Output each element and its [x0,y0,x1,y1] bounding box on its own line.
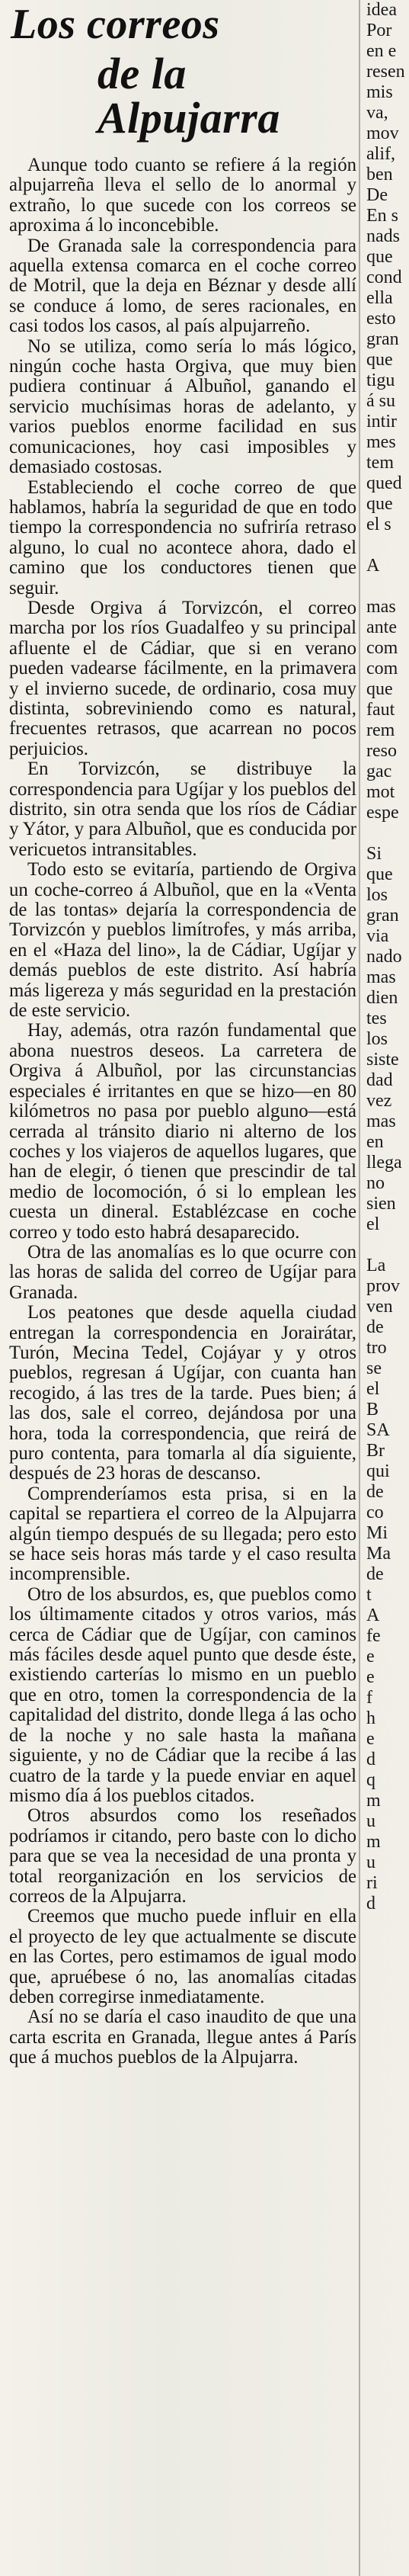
headline-line-1: Los correos [11,1,220,48]
paragraph: No se utiliza, como sería lo más lógico, ningún coche hasta Orgiva, que muy bien pudiera continuar á Albuñol, ganando el servicio muchísimas horas de adelanto, y varios pueblos enorme facilidad en sus comunicaciones, hoy casi imposibles y demasiado costosas. [9,335,356,478]
paragraph: Aunque todo cuanto se refiere á la región alpujarreña lleva el sello de lo anormal y extraño, lo que sucede con los correos se aproxima á lo inconcebible. [9,155,356,236]
paragraph: Estableciendo el coche correo de que hablamos, habría la seguridad de que en todo tiempo la correspondencia no sufriría retraso alguno, lo cual no acontece ahora, dado el camino que los conductores tienen que seguir. [9,476,356,598]
paragraph: De Granada sale la correspondencia para aquella extensa comarca en el coche correo de Motril, que la deja en Béznar y desde allí se conduce á lomo, de seres racionales, en casi todos los casos, al país alpujarreño. [9,235,356,337]
adjacent-column [364,0,409,2576]
adjacent-column-text: idea Por en e resen mis va, mov alif, ben De En s nads que cond ella esto gran que tigu á su intir mes tem qued que el s A mas ante com com que faut rem reso gac mot espe Si que los gran via nado mas dien tes los siste dad vez mas en llega no sien el La prov ven de tro se el B SA Br qui de co Mi Ma de t A fe e e f h e d q m u m u ri d [366,0,405,1914]
article-column [9,0,356,2576]
paragraph: Hay, además, otra razón fundamental que abona nuestros deseos. La carretera de Orgiva á Albuñol, por las circunstancias especiales é irritantes en que se hizo—en 80 kilómetros no pasa por pueblo alguno—está cerrada al tránsito diario ni alterno de los coches y los viajeros de aquellos lugares, que han de elegir, ó tienen que prescindir de tal medio de locomoción, ó si lo emplean les cuesta un dineral. Establézcase en coche correo y todo esto habrá desaparecido. [9,1020,356,1243]
paragraph: Comprenderíamos esta prisa, si en la capital se repartiera el correo de la Alpujarra algún tiempo después de su llegada; pero esto se hace seis horas más tarde y el caso resulta incomprensible. [9,1483,356,1585]
paragraph: Otra de las anomalías es lo que ocurre con las horas de salida del correo de Ugíjar para Granada. [9,1241,356,1303]
article-body [9,156,356,2068]
paragraph: Desde Orgiva á Torvizcón, el correo marcha por los ríos Guadalfeo y su principal afluente el de Cádiar, que si en verano pueden vadearse fácilmente, en la primavera y el invierno sucede, de ordinario, cosa muy distinta, sobreviniendo como es natural, frecuentes retrasos, que acarrean no pocos perjuicios. [9,597,356,759]
paragraph: En Torvizcón, se distribuye la correspondencia para Ugíjar y los pueblos del distrito, sin otra senda que los ríos de Cádiar y Yátor, y para Albuñol, que es conducida por vericuetos intransitables. [9,759,356,860]
headline-line-2: de la Alpujarra [97,49,280,143]
column-divider [359,0,360,2576]
paragraph: Creemos que mucho puede influir en ella el proyecto de ley que actualmente se discute en las Cortes, pero estimamos de igual modo que, apruébese ó no, las anomalías citadas deben corregirse inmediatamente. [9,1906,356,2007]
paragraph: Otros absurdos como los reseñados podríamos ir citando, pero baste con lo dicho para que se vea la necesidad de una pronta y total reorganización en los servicios de correos de la Alpujarra. [9,1805,356,1907]
paragraph: Otro de los absurdos, es, que pueblos como los últimamente citados y otros varios, más cerca de Cádiar que de Ugíjar, con caminos más fáciles desde aquel punto que desde éste, existiendo carterías lo mismo en un pueblo que en otro, tomen la correspondencia de la capitalidad del distrito, donde llega á las ocho de la noche y no sale hasta la mañana siguiente, y no de Cádiar que la recibe á las cuatro de la tarde y la puede enviar en aquel mismo día á los pueblos citados. [9,1583,356,1806]
paragraph: Los peatones que desde aquella ciudad entregan la correspondencia en Jorairátar, Turón, Mecina Tedel, Cojáyar y y otros pueblos, regresan á Ugíjar, con cuanta han recogido, á las tres de la tarde. Pues bien; á las dos, sale el correo, dejándosa por una hora, toda la correspondencia, que reirá de puro contenta, para tomarla al día siguiente, después de 23 horas de descanso. [9,1302,356,1484]
paragraph: Así no se daría el caso inaudito de que una carta escrita en Granada, llegue antes á París que á muchos pueblos de la Alpujarra. [9,2007,356,2068]
paragraph: Todo esto se evitaría, partiendo de Orgiva un coche-correo á Albuñol, que en la «Venta de las tontas» dejaría la correspondencia de Torvizcón y pueblos limítrofes, y más arriba, en el «Haza del lino», la de Cádiar, Ugíjar y demás pueblos de este distrito. Así habría más ligereza y más seguridad en la prestación de este servicio. [9,859,356,1022]
